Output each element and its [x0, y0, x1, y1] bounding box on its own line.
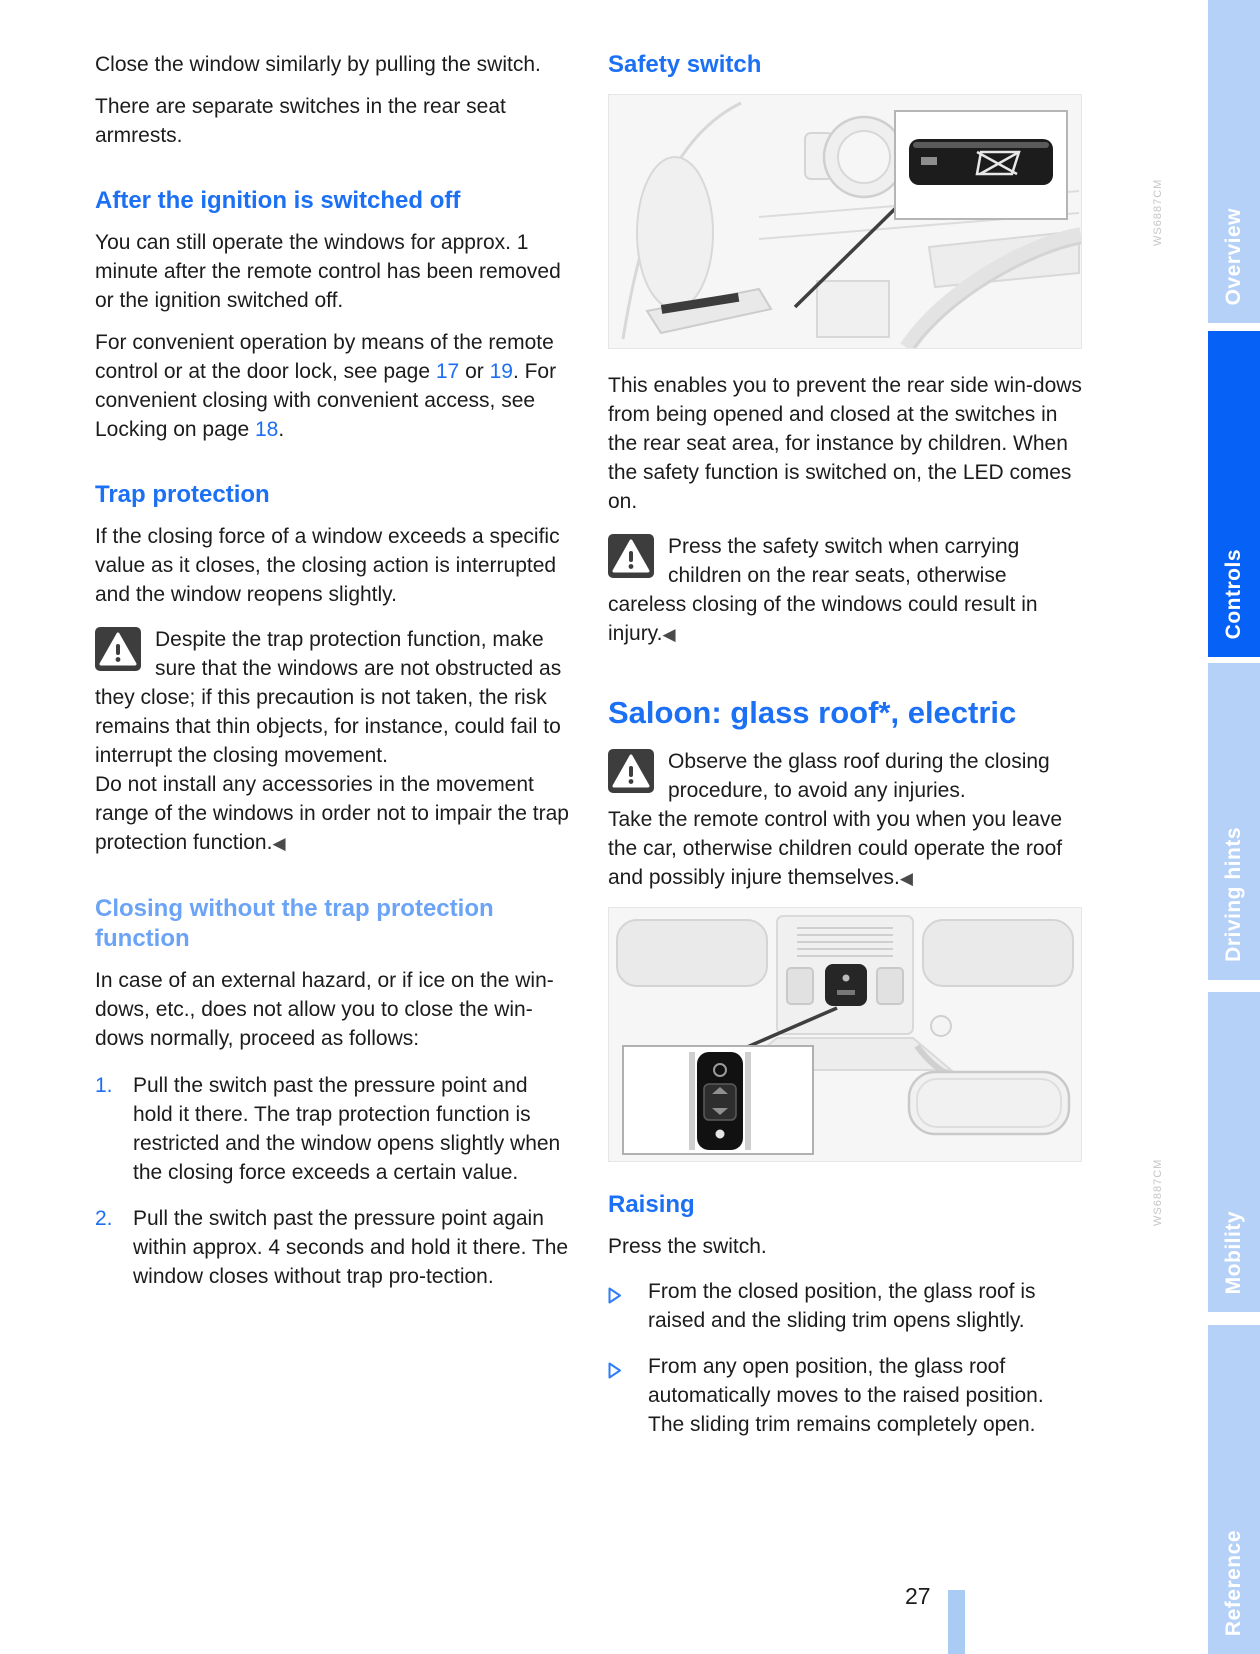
- page-link-19[interactable]: 19: [489, 360, 513, 383]
- paragraph-with-links: [95, 328, 571, 444]
- sidebar-tab-driving-hints[interactable]: [1208, 663, 1260, 980]
- warning-block: [95, 625, 571, 858]
- section-heading-trap-protection: Trap protection: [95, 481, 270, 508]
- warning-text: Despite the trap protection function, make sure that the windows are not obstructed as they close; if this precaution is not taken, the risk remains that thin objects, for instance, could fail to interrupt the closing movement.: [95, 628, 562, 767]
- tab-label: Overview: [1222, 207, 1245, 305]
- section-end-marker: ◀: [662, 625, 676, 644]
- tab-label: Controls: [1222, 548, 1245, 639]
- section-heading-raising: Raising: [608, 1191, 695, 1218]
- text-part: .: [278, 418, 285, 441]
- list-text: From any open position, the glass roof automatically moves to the raised position. The sliding trim remains completely open.: [648, 1355, 1044, 1436]
- text-part: Do not install any accessories in the movement range of the windows in order not to impair the trap protection function.: [95, 773, 569, 854]
- tab-label: Reference: [1222, 1529, 1245, 1636]
- list-text: Pull the switch past the pressure point and hold it there. The trap protection function is restricted and the window opens slightly when the closing force exceeds a certain value.: [133, 1074, 561, 1184]
- watermark: WS6887CM: [1152, 178, 1164, 246]
- section-heading-closing-without-trap: Closing without the trap protection function: [95, 895, 494, 952]
- warning-text: Observe the glass roof during the closing procedure, to avoid any injuries.: [668, 750, 1050, 802]
- paragraph: If the closing force of a window exceeds a specific value as it closes, the closing action is interrupted and the window reopens slightly.: [95, 525, 560, 606]
- text-part: For convenient operation by means of the remote control or at the door lock, see page: [95, 331, 554, 383]
- text-part: Take the remote control with you when you leave the car, otherwise children could operate the roof and possibly injure themselves.: [608, 808, 1063, 889]
- text-part: or: [459, 360, 490, 383]
- glass-roof-illustration: [608, 907, 1082, 1162]
- section-heading-safety-switch: Safety switch: [608, 51, 762, 78]
- triangle-bullet-icon: [608, 1352, 648, 1439]
- sidebar-tab-controls[interactable]: [1208, 331, 1260, 657]
- chapter-heading-glass-roof: Saloon: glass roof*, electric: [608, 695, 1017, 730]
- safety-switch-illustration: [608, 94, 1082, 349]
- list-number: 2.: [95, 1207, 113, 1230]
- paragraph: Press the switch.: [608, 1235, 767, 1258]
- watermark: WS6887CM: [1152, 1158, 1164, 1226]
- paragraph: This enables you to prevent the rear side win-dows from being opened and closed at the switches in the rear seat area, for instance by children. When the safety function is switched on, the LED comes on.: [608, 374, 1082, 513]
- list-item: [95, 1071, 571, 1187]
- triangle-bullet-icon: [608, 1277, 648, 1335]
- text-part: . For convenient closing with convenient access, see Locking on page: [95, 360, 557, 441]
- warning-icon: [95, 627, 141, 679]
- warning-block: [608, 747, 1084, 893]
- tab-label: Driving hints: [1222, 827, 1245, 962]
- section-end-marker: ◀: [899, 869, 913, 888]
- paragraph: Close the window similarly by pulling the switch.: [95, 53, 541, 76]
- list-item: [95, 1204, 571, 1291]
- right-column: [608, 50, 1084, 1456]
- page-link-17[interactable]: 17: [435, 360, 460, 383]
- warning-icon: [608, 749, 654, 801]
- paragraph: There are separate switches in the rear seat armrests.: [95, 95, 506, 147]
- bullet-list: [608, 1277, 1084, 1439]
- warning-block: [608, 532, 1084, 649]
- section-heading-after-ignition: After the ignition is switched off: [95, 187, 461, 214]
- paragraph: You can still operate the windows for approx. 1 minute after the remote control has been removed or the ignition switched off.: [95, 231, 561, 312]
- tab-label: Mobility: [1222, 1210, 1245, 1294]
- list-item: [608, 1277, 1084, 1335]
- numbered-list: [95, 1071, 571, 1291]
- sidebar-tab-overview[interactable]: [1208, 0, 1260, 323]
- page-number: 27: [905, 1583, 931, 1609]
- list-text: From the closed position, the glass roof is raised and the sliding trim opens slightly.: [648, 1280, 1036, 1332]
- section-end-marker: ◀: [272, 834, 286, 853]
- paragraph: [608, 805, 1084, 893]
- warning-text: [608, 532, 1084, 649]
- left-column: [95, 50, 571, 1308]
- paragraph: [95, 770, 571, 858]
- text-part: Press the safety switch when carrying children on the rear seats, otherwise careless closing of the windows could result in injury.: [608, 535, 1038, 645]
- sidebar-tab-reference[interactable]: [1208, 1325, 1260, 1654]
- page-link-18[interactable]: 18: [254, 418, 279, 441]
- paragraph: In case of an external hazard, or if ice on the win-dows, etc., does not allow you to close the win-dows normally, proceed as follows:: [95, 969, 554, 1050]
- list-text: Pull the switch past the pressure point again within approx. 4 seconds and hold it there. The window closes without trap pro-tection.: [133, 1207, 569, 1288]
- warning-icon: [608, 534, 654, 586]
- list-number: 1.: [95, 1074, 113, 1097]
- footer-accent-bar: [948, 1590, 965, 1654]
- sidebar-tab-mobility[interactable]: [1208, 992, 1260, 1312]
- list-item: [608, 1352, 1084, 1439]
